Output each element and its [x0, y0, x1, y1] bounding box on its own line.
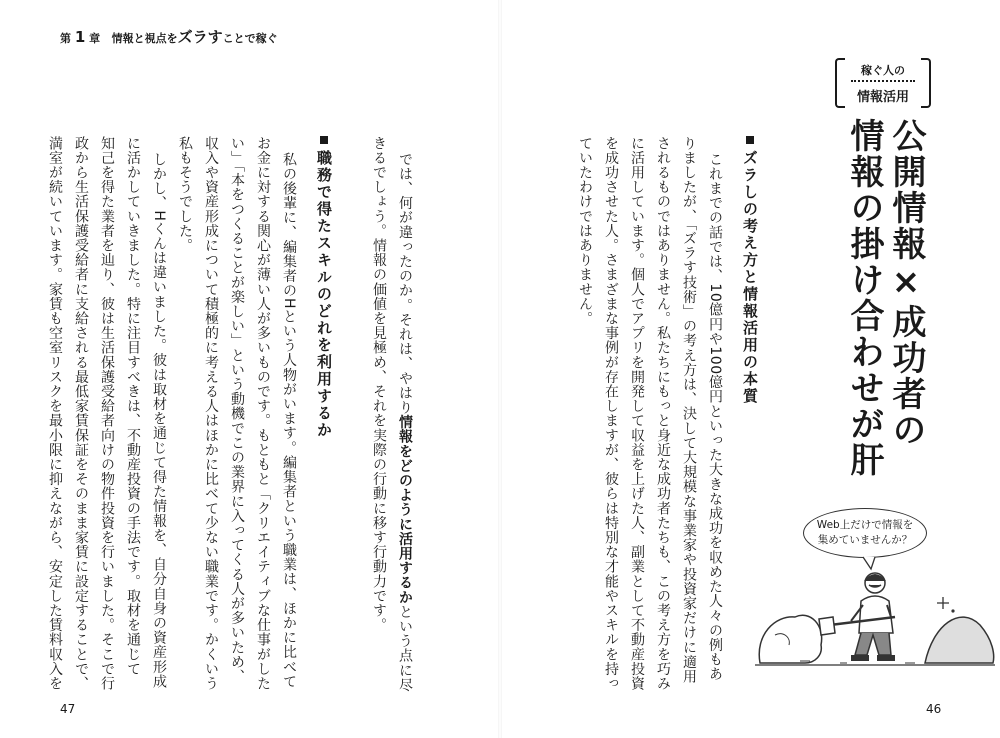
body-line: しかし、Hくんは違いました。彼は取材を通じて得た情報を、自分自身の資産形成 — [151, 152, 167, 689]
body-line: 私もそうでした。 — [177, 136, 193, 253]
body-line-with-emphasis — [396, 152, 414, 692]
book-gutter — [498, 0, 502, 738]
person-with-shovel-illustration — [755, 555, 995, 670]
page-title-line-2: 情報の掛け合わせが肝 — [844, 118, 884, 478]
chapter-title-suffix: ことで稼ぐ — [222, 32, 278, 45]
chapter-title-prefix: 情報と視点を — [111, 32, 178, 45]
body-emphasis: 情報をどのように活用するか — [397, 414, 413, 605]
chapter-title-emphasis: ズラす — [177, 28, 223, 46]
body-line: きるでしょう。情報の価値を見極め、それを実際の行動に移す行動力です。 — [371, 136, 387, 633]
section-2-heading-text: 職務で得たスキルのどれを利用するか — [315, 150, 333, 439]
page-title-line-1: 公開情報×成功者の — [886, 118, 926, 448]
body-line: い」「本をつくることが楽しい」という動機でこの業界に入ってくる人が多いため、 — [229, 136, 245, 684]
chapter-number: 1 — [74, 28, 86, 46]
body-line: に活用しています。個人でアプリを開発して収益を上げた人、副業として不動産投資 — [629, 136, 645, 691]
body-line: 満室が続いています。家賃も空室リスクを最小限に抑えながら、安定した賃料収入を — [47, 136, 63, 691]
body-line: ていたわけではありません。 — [577, 136, 593, 326]
body-text: という点に尽 — [397, 604, 413, 693]
chapter-suffix: 章 — [89, 32, 101, 45]
body-line: 知己を得た業者を辿り、彼は生活保護受給者向けの物件投資を行いました。そこで行 — [99, 136, 115, 691]
body-text: では、何が違ったのか。それは、やはり — [397, 152, 413, 415]
chapter-label: 第 — [60, 32, 71, 45]
section-square-icon — [320, 136, 328, 144]
tag-dotted-divider — [851, 80, 915, 82]
speech-bubble — [803, 508, 927, 558]
body-line: 収入や資産形成について積極的に考える人はほかに比べて少ない職業です。かくいう — [203, 136, 219, 691]
body-line: お金に対する関心が薄い人が多いものです。もともと「クリエイティブな仕事がした — [255, 136, 271, 691]
section-1-heading — [740, 136, 761, 405]
tag-line-1: 稼ぐ人の — [861, 64, 905, 77]
body-line: を成功させた人。さまざまな事例が存在しますが、彼らは特別な才能やスキルを持っ — [603, 136, 619, 691]
speech-bubble-line-2: 集めていませんか？ — [817, 534, 913, 546]
tag-line-2: 情報活用 — [856, 90, 909, 105]
body-line: に活かしていきました。特に注目すべきは、不動産投資の手法です。取材を通じて — [125, 136, 141, 677]
body-line: 私の後輩に、編集者のHという人物がいます。編集者という職業は、ほかに比べて — [281, 152, 297, 689]
section-1-heading-text: ズラしの考え方と情報活用の本質 — [741, 150, 759, 405]
body-line: これまでの話では、10億円や100億円といった大きな成功を収めた人々の例もあ — [707, 152, 723, 682]
section-2-heading — [314, 136, 335, 439]
body-line: りましたが、「ズラす技術」の考え方は、決して大規模な事業家や投資家だけに適用 — [681, 136, 697, 684]
speech-bubble-line-1: Web上だけで情報を — [816, 519, 914, 531]
section-tag — [835, 58, 931, 108]
running-header — [60, 26, 278, 47]
page-number-left: 47 — [60, 702, 76, 716]
body-line: 政から生活保護受給者に支給される最低家賃保証をそのまま家賃に設定することで、 — [73, 136, 89, 691]
section-square-icon — [746, 136, 754, 144]
page-number-right: 46 — [926, 702, 942, 716]
body-line: されるものではありません。私たちにもっと身近な成功者たちも、この考え方を巧み — [655, 136, 671, 691]
